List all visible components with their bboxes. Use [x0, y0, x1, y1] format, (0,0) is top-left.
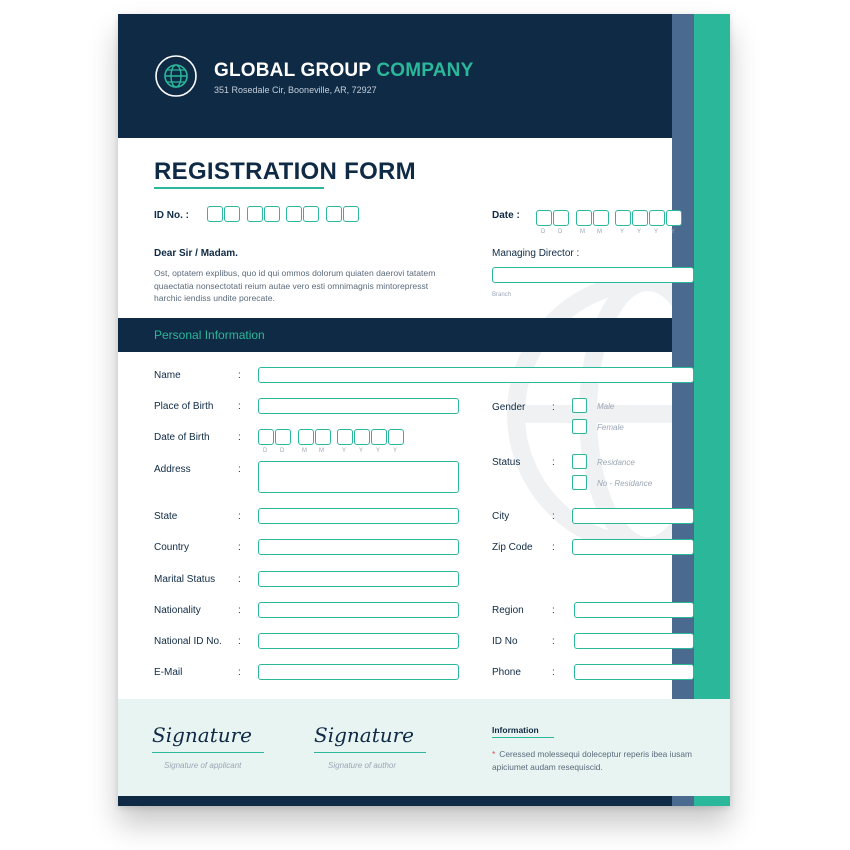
- phone-label: Phone: [492, 667, 521, 678]
- company-name-main: GLOBAL GROUP: [214, 60, 371, 81]
- date-digit-box[interactable]: [593, 210, 609, 226]
- status-label: Status: [492, 457, 521, 468]
- nationality-input[interactable]: [258, 602, 459, 618]
- dob-digit-box[interactable]: [337, 429, 353, 445]
- section-title: Personal Information: [154, 328, 265, 342]
- country-input[interactable]: [258, 539, 459, 555]
- date-of-birth-label: Date of Birth: [154, 432, 210, 443]
- zip-code-label: Zip Code: [492, 542, 533, 553]
- place-of-birth-input[interactable]: [258, 398, 459, 414]
- managing-director-label: Managing Director :: [492, 248, 580, 259]
- name-input[interactable]: [258, 367, 694, 383]
- colon: :: [238, 636, 241, 647]
- globe-icon: [154, 54, 198, 98]
- date-hint: Y: [671, 229, 676, 235]
- colon: :: [238, 370, 241, 381]
- dob-digit-box[interactable]: [388, 429, 404, 445]
- dob-digit-box[interactable]: [354, 429, 370, 445]
- colon: :: [238, 464, 241, 475]
- id-no-label: ID No: [492, 636, 518, 647]
- company-name-accent: COMPANY: [376, 60, 474, 81]
- email-label: E-Mail: [154, 667, 183, 678]
- colon: :: [552, 636, 555, 647]
- colon: :: [238, 574, 241, 585]
- signature-line: [314, 752, 426, 753]
- non-residence-option-label: No - Residance: [597, 479, 653, 488]
- phone-input[interactable]: [574, 664, 694, 680]
- id-digit-box[interactable]: [326, 206, 342, 222]
- information-bullet: *: [492, 749, 496, 759]
- date-digit-box[interactable]: [536, 210, 552, 226]
- author-signature-caption: Signature of author: [328, 761, 397, 770]
- date-hint: Y: [637, 229, 642, 235]
- colon: :: [552, 605, 555, 616]
- date-hint: M: [597, 229, 603, 235]
- state-input[interactable]: [258, 508, 459, 524]
- company-address: 351 Rosedale Cir, Booneville, AR, 72927: [214, 85, 377, 95]
- marital-status-input[interactable]: [258, 571, 459, 587]
- dob-hint: M: [302, 448, 308, 454]
- intro-paragraph: Ost, optatem explibus, quo id qui ommos dolorum quiaten daerovi tatatem quaectatia nonsectotati reium autae vero esti omnimagnis mintorepresst harchic iendiss undite porecate.: [154, 268, 436, 303]
- country-label: Country: [154, 542, 190, 553]
- nationality-label: Nationality: [154, 605, 201, 616]
- date-label: Date :: [492, 210, 520, 221]
- id-digit-box[interactable]: [343, 206, 359, 222]
- dob-digit-box[interactable]: [298, 429, 314, 445]
- colon: :: [552, 402, 555, 413]
- author-signature: Signature: [314, 723, 415, 747]
- colon: :: [552, 542, 555, 553]
- colon: :: [238, 667, 241, 678]
- status-residence-checkbox[interactable]: [572, 454, 587, 469]
- date-hint: M: [580, 229, 586, 235]
- female-option-label: Female: [597, 423, 624, 432]
- national-id-input[interactable]: [258, 633, 459, 649]
- email-input[interactable]: [258, 664, 459, 680]
- date-digit-box[interactable]: [615, 210, 631, 226]
- date-hint: D: [541, 229, 546, 235]
- applicant-signature-caption: Signature of applicant: [164, 761, 242, 770]
- id-digit-box[interactable]: [247, 206, 263, 222]
- side-stripe-blue: [672, 14, 694, 806]
- date-digit-box[interactable]: [632, 210, 648, 226]
- dob-hint: Y: [376, 448, 381, 454]
- colon: :: [238, 542, 241, 553]
- information-body: Ceressed molessequi doleceptur reperis ibea iusam apiciumet audam resequiscid.: [492, 749, 692, 772]
- dob-digit-box[interactable]: [315, 429, 331, 445]
- date-digit-box[interactable]: [576, 210, 592, 226]
- status-non-residence-checkbox[interactable]: [572, 475, 587, 490]
- date-hint: D: [558, 229, 563, 235]
- dob-hint: Y: [359, 448, 364, 454]
- dob-digit-box[interactable]: [258, 429, 274, 445]
- address-input[interactable]: [258, 461, 459, 493]
- id-digit-box[interactable]: [224, 206, 240, 222]
- id-label: ID No. :: [154, 210, 189, 221]
- registration-form-sheet: [118, 14, 730, 806]
- id-no-input[interactable]: [574, 633, 694, 649]
- dob-digit-box[interactable]: [371, 429, 387, 445]
- national-id-label: National ID No.: [154, 636, 222, 647]
- gender-female-checkbox[interactable]: [572, 419, 587, 434]
- residence-option-label: Residance: [597, 458, 635, 467]
- gender-label: Gender: [492, 402, 526, 413]
- page-title: REGISTRATION FORM: [154, 158, 416, 185]
- date-digit-box[interactable]: [666, 210, 682, 226]
- information-underline: [492, 737, 554, 738]
- date-hint: Y: [654, 229, 659, 235]
- region-label: Region: [492, 605, 524, 616]
- footer-bottom-bar: [118, 796, 672, 806]
- side-stripe-green: [694, 14, 730, 806]
- colon: :: [238, 605, 241, 616]
- title-underline: [154, 187, 324, 189]
- id-digit-box[interactable]: [264, 206, 280, 222]
- male-option-label: Male: [597, 402, 615, 411]
- state-label: State: [154, 511, 178, 522]
- colon: :: [552, 457, 555, 468]
- dob-hint: D: [263, 448, 268, 454]
- zip-code-input[interactable]: [572, 539, 694, 555]
- marital-status-label: Marital Status: [154, 574, 216, 585]
- dob-digit-box[interactable]: [275, 429, 291, 445]
- id-digit-box[interactable]: [286, 206, 302, 222]
- address-label: Address: [154, 464, 191, 475]
- colon: :: [552, 511, 555, 522]
- colon: :: [552, 667, 555, 678]
- information-title: Information: [492, 725, 539, 735]
- dob-hint: Y: [393, 448, 398, 454]
- city-input[interactable]: [572, 508, 694, 524]
- information-text: [492, 748, 702, 773]
- branch-caption: Branch: [492, 292, 512, 298]
- name-label: Name: [154, 370, 181, 381]
- applicant-signature: Signature: [152, 723, 253, 747]
- colon: :: [238, 511, 241, 522]
- company-name: [214, 60, 473, 82]
- dob-hint: M: [319, 448, 325, 454]
- greeting: Dear Sir / Madam.: [154, 248, 238, 259]
- place-of-birth-label: Place of Birth: [154, 401, 214, 412]
- gender-male-checkbox[interactable]: [572, 398, 587, 413]
- date-hint: Y: [620, 229, 625, 235]
- id-digit-box[interactable]: [207, 206, 223, 222]
- signature-line: [152, 752, 264, 753]
- managing-director-input[interactable]: [492, 267, 694, 283]
- dob-hint: Y: [342, 448, 347, 454]
- colon: :: [238, 401, 241, 412]
- region-input[interactable]: [574, 602, 694, 618]
- date-digit-box[interactable]: [553, 210, 569, 226]
- colon: :: [238, 432, 241, 443]
- date-digit-box[interactable]: [649, 210, 665, 226]
- city-label: City: [492, 511, 510, 522]
- id-digit-box[interactable]: [303, 206, 319, 222]
- dob-hint: D: [280, 448, 285, 454]
